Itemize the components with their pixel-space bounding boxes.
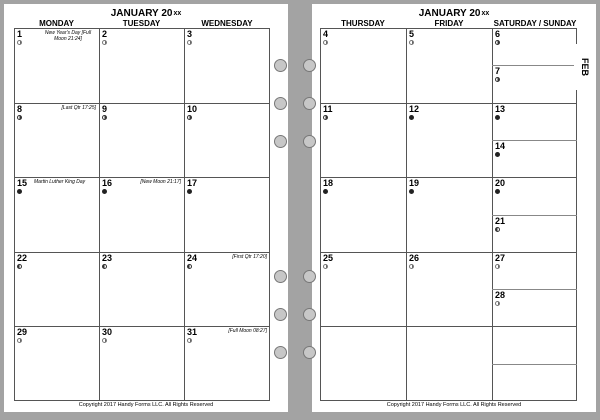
moon-phase-icon (17, 115, 22, 120)
binder-hole (303, 346, 316, 359)
day-cell[interactable] (99, 103, 184, 178)
moon-phase-icon (323, 115, 328, 120)
day-number: 8 (17, 103, 23, 114)
binder-hole (274, 270, 287, 283)
day-note: [New Moon 21:17] (140, 179, 181, 186)
day-number: 30 (102, 327, 113, 338)
day-cell[interactable] (320, 177, 406, 252)
moon-phase-icon (323, 40, 328, 45)
moon-phase-icon (17, 338, 22, 343)
moon-phase-icon (323, 189, 328, 194)
moon-phase-icon (409, 115, 414, 120)
day-cell[interactable] (14, 177, 99, 252)
day-cell[interactable] (492, 177, 577, 214)
day-number: 20 (495, 178, 506, 189)
day-number: 18 (323, 178, 334, 189)
day-number: 7 (495, 66, 501, 77)
day-cell[interactable] (492, 252, 577, 289)
moon-phase-icon (495, 189, 500, 194)
day-cell[interactable] (320, 252, 406, 327)
day-cell[interactable] (406, 252, 492, 327)
moon-phase-icon (495, 115, 500, 120)
header-friday: FRIDAY (434, 19, 464, 28)
binder-hole (303, 59, 316, 72)
day-number: 16 (102, 178, 113, 189)
binder-hole (274, 346, 287, 359)
moon-phase-icon (187, 115, 192, 120)
moon-phase-icon (495, 152, 500, 157)
day-cell[interactable] (492, 103, 577, 140)
moon-phase-icon (102, 40, 107, 45)
moon-phase-icon (409, 264, 414, 269)
day-note: Martin Luther King Day (34, 179, 86, 186)
binder-hole (303, 308, 316, 321)
day-note: [Last Qtr 17:25] (61, 104, 96, 111)
day-number: 4 (323, 29, 329, 39)
moon-phase-icon (323, 264, 328, 269)
binder-hole (303, 97, 316, 110)
moon-phase-icon (409, 189, 414, 194)
binder-hole (303, 135, 316, 148)
left-page (4, 4, 288, 412)
moon-phase-icon (17, 189, 22, 194)
moon-phase-icon (187, 189, 192, 194)
day-number: 2 (102, 29, 108, 39)
moon-phase-icon (187, 264, 192, 269)
day-cell[interactable] (406, 103, 492, 178)
day-number: 29 (17, 327, 28, 338)
day-cell[interactable] (406, 28, 492, 103)
moon-phase-icon (495, 77, 500, 82)
moon-phase-icon (17, 40, 22, 45)
day-cell[interactable] (320, 103, 406, 178)
day-number: 12 (409, 103, 420, 114)
right-month-title: JANUARY 20xx (418, 8, 490, 19)
day-cell[interactable] (320, 28, 406, 103)
day-cell[interactable] (406, 177, 492, 252)
right-page (312, 4, 596, 412)
day-cell[interactable] (492, 215, 577, 252)
header-tuesday: TUESDAY (122, 19, 161, 28)
left-month-title: JANUARY 20xx (110, 8, 182, 19)
binder-hole (303, 270, 316, 283)
day-cell[interactable] (406, 326, 492, 401)
moon-phase-icon (187, 338, 192, 343)
day-number: 6 (495, 29, 501, 39)
day-number: 26 (409, 252, 420, 263)
right-copyright: Copyright 2017 Handy Forms LLC. All Rights Reserved (386, 402, 522, 408)
header-thursday: THURSDAY (341, 19, 385, 28)
day-number: 27 (495, 252, 506, 263)
day-cell[interactable] (492, 289, 577, 326)
day-cell[interactable] (492, 65, 577, 102)
day-cell[interactable] (320, 326, 406, 401)
day-cell[interactable] (99, 28, 184, 103)
day-cell[interactable] (14, 252, 99, 327)
day-number: 13 (495, 103, 506, 114)
day-number: 3 (187, 29, 193, 39)
day-number: 10 (187, 103, 198, 114)
day-number: 1 (17, 29, 23, 39)
day-cell[interactable] (492, 140, 577, 177)
day-cell[interactable] (14, 28, 99, 103)
day-cell[interactable] (99, 326, 184, 401)
day-cell[interactable] (184, 326, 270, 401)
day-cell[interactable] (492, 326, 577, 363)
moon-phase-icon (102, 115, 107, 120)
moon-phase-icon (187, 40, 192, 45)
day-number: 31 (187, 327, 198, 338)
day-number: 9 (102, 103, 108, 114)
header-wednesday: WEDNESDAY (201, 19, 253, 28)
day-cell[interactable] (184, 103, 270, 178)
binder-hole (274, 97, 287, 110)
day-number: 22 (17, 252, 28, 263)
month-tab-feb[interactable] (574, 44, 596, 90)
header-saturday-sunday: SATURDAY / SUNDAY (493, 19, 577, 28)
day-number: 28 (495, 290, 506, 301)
moon-phase-icon (102, 338, 107, 343)
day-number: 21 (495, 215, 506, 226)
day-number: 14 (495, 140, 506, 151)
day-cell[interactable] (184, 28, 270, 103)
moon-phase-icon (495, 227, 500, 232)
day-cell[interactable] (14, 103, 99, 178)
moon-phase-icon (17, 264, 22, 269)
left-copyright: Copyright 2017 Handy Forms LLC. All Rights Reserved (78, 402, 214, 408)
day-cell[interactable] (99, 177, 184, 252)
day-number: 11 (323, 103, 333, 114)
day-number: 19 (409, 178, 420, 189)
day-number: 25 (323, 252, 334, 263)
day-cell[interactable] (492, 364, 577, 401)
day-note: New Year's Day [Full Moon 21:24] (44, 30, 92, 42)
moon-phase-icon (102, 264, 107, 269)
day-cell[interactable] (184, 177, 270, 252)
day-cell[interactable] (14, 326, 99, 401)
day-number: 23 (102, 252, 113, 263)
moon-phase-icon (495, 301, 500, 306)
header-monday: MONDAY (39, 19, 74, 28)
day-note: [First Qtr 17:20] (232, 253, 267, 260)
day-cell[interactable] (99, 252, 184, 327)
binder-hole (274, 308, 287, 321)
day-note: [Full Moon 08:27] (228, 328, 267, 335)
moon-phase-icon (102, 189, 107, 194)
day-cell[interactable] (184, 252, 270, 327)
day-number: 24 (187, 252, 198, 263)
day-number: 5 (409, 29, 415, 39)
binder-hole (274, 135, 287, 148)
day-number: 17 (187, 178, 198, 189)
month-tab-label: FEB (580, 58, 590, 76)
day-cell[interactable] (492, 28, 577, 65)
day-number: 15 (17, 178, 28, 189)
binder-hole (274, 59, 287, 72)
moon-phase-icon (495, 40, 500, 45)
moon-phase-icon (409, 40, 414, 45)
moon-phase-icon (495, 264, 500, 269)
